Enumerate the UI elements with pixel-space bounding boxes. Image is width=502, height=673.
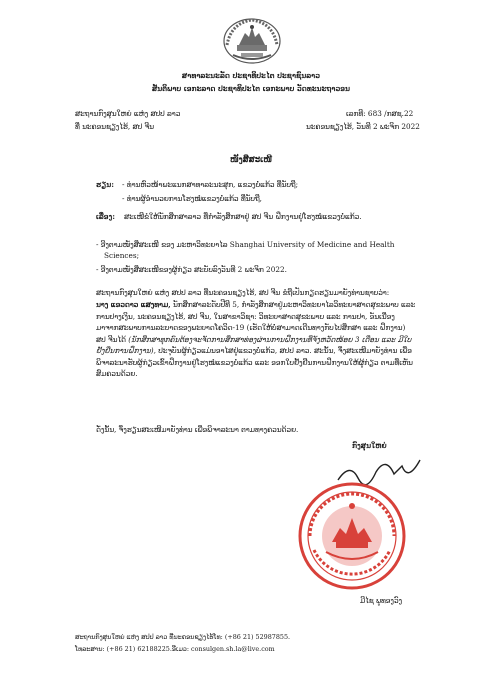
body-paragraph-italic: (ນັກສຶກສາທຸກຄົນຕ້ອງຈະຈັດການສຶກສາທ່ອງຜ່ານການຝຶກງານທີ່ຈັງຫວັດໜ້ອຍ 3 ເດືອນ ແລະ ມີໃບຢັ້ງຢືນການຝຶກງານ), [96, 334, 412, 355]
signatory-title: ກົງສຸນໃຫຍ່ [352, 441, 387, 450]
body-paragraph-text: ນັກສຶກສາລະດັບປີທີ 5, ກຳລັງສຶກສາຢູ່ມະຫາວິທະຍາໄລວິທະຍາສາດສຸຂະພາບ ແລະ ການປາງເງິນ, ນະຄອນຊຽງໄຮ້, ສປ ຈີນ, ໃນສາຂາວິຊາ: ວິທະຍາສາດສຸຂະພາບ ແລະ ການປາ, ອັນເນື່ອງມາຈາກສະພາບການລະບາດຂອງພະຍາດໂຄວິດ-19 (ເຮັດໃຫ້ບໍ່ສາມາດເດີນທາງກັບໄປສຶກສາ ແລະ ຝຶກງານ) ສປ ຈີນໄດ້ [96, 300, 416, 344]
official-seal-icon [296, 480, 408, 592]
sender-line-1: ສະຖານກົງສຸນໃຫຍ່ ແຫ່ງ ສປປ ລາວ [75, 109, 181, 118]
national-emblem-icon [221, 15, 283, 65]
footer-line-2: ໂທລະສານ: (+86 21) 62188225.ອີເມວ: consulgen.sh.la@live.com [75, 645, 275, 653]
document-title: ໜັງສືສະເໜີ [229, 155, 273, 165]
recipients-label: ຮຽນ: [96, 180, 115, 189]
recipient-item-1: - ທ່ານຫົວໜ້າພະແນກສາທາລະນະສຸກ, ແຂວງບໍ່ແກ້ວ ທີ່ນັບຖື; [122, 180, 299, 189]
header-line-1: ສາທາລະນະລັດ ປະຊາທິປະໄຕ ປະຊາຊົນລາວ [181, 71, 321, 80]
document-date: ນະຄອນຊຽງໄຮ້, ວັນທີ 2 ພະຈິກ 2022 [306, 122, 420, 131]
closing-line: ດັ່ງນັ້ນ, ຈຶ່ງຮຽນສະເໜີມາຍັງທ່ານ ເພື່ອພິຈາລະນາ ຕາມທາງຄວນດ້ວຍ. [96, 425, 299, 434]
reference-item-2: - ອີງຕາມໜັງສືສະເໜີຂອງຜູ້ກ່ຽວ ສະບັບລົງວັນທີ 2 ພະຈິກ 2022. [96, 265, 287, 274]
reference-item-1: - ອີງຕາມໜັງສືສະເໜີ ຂອງ ມະຫາວິທະຍາໄລ Shanghai University of Medicine and Health [96, 240, 395, 249]
header-line-2: ສັນຕິພາບ ເອກະລາດ ປະຊາທິປະໄຕ ເອກະພາບ ວັດທະນະຖາວອນ [151, 84, 351, 93]
recipient-item-2: - ທ່ານຜູ້ອຳນວຍການໂຮງໝໍແຂວງບໍ່ແກ້ວ ທີ່ນັບຖື, [122, 194, 263, 203]
signatory-name: ມີໄຊ ພູທອງວົງ [360, 596, 403, 605]
student-name: ນາງ ແອວດາວ ແສງທາມ, [96, 300, 171, 309]
body-paragraph [96, 299, 416, 380]
reference-number: ເລກທີ: 683 /ກສຊ.22 [346, 109, 414, 118]
body-intro: ສະຖານກົງສຸນໃຫຍ່ ແຫ່ງ ສປປ ລາວ ທີ່ນະຄອນຊຽງໄຮ້, ສປ ຈີນ ຂໍຖືເປັນກຽດຮຽນມາຍັງທ່ານຊາບວ່າ: [96, 288, 390, 297]
footer-line-1: ສະຖານກົງສຸນໃຫຍ່ ແຫ່ງ ສປປ ລາວ ທີ່ນະຄອນຊຽງໄຮ້ໂທ: (+86 21) 52987855. [75, 633, 291, 641]
sender-line-2: ທີ່ ນະຄອນຊຽງໄຮ້, ສປ ຈີນ [75, 122, 154, 131]
reference-item-1-cont: Sciences; [104, 251, 140, 260]
subject-text: ສະເໜີຂໍໃຫ້ນັກສຶກສາລາວ ທີ່ກຳລັງສຶກສາຢູ່ ສປ ຈີນ ຝຶກງານຢູ່ໂຮງໝໍແຂວງບໍ່ແກ້ວ. [124, 212, 362, 221]
subject-label: ເລື່ອງ: [96, 212, 116, 221]
body-paragraph-end: ປະຈຸບັນຜູ້ກ່ຽວແມ່ນອາໄສຢູ່ແຂວງບໍ່ແກ້ວ, ສປປ ລາວ. ສະນັ້ນ, ຈຶ່ງສະເໜີມາຍັງທ່ານ ເພື່ອພິຈາລະນາຮັບຜູ້ກ່ຽວເຂົ້າຝຶກງານຢູ່ໂຮງໝໍແຂວງບໍ່ແກ້ວ ແລະ ອອກໃບຢັ້ງຢືນການຝຶກງານໃຫ້ຜູ້ກ່ຽວ ຕາມທີ່ເຫັນສົມຄວນດ້ວຍ. [96, 346, 413, 378]
